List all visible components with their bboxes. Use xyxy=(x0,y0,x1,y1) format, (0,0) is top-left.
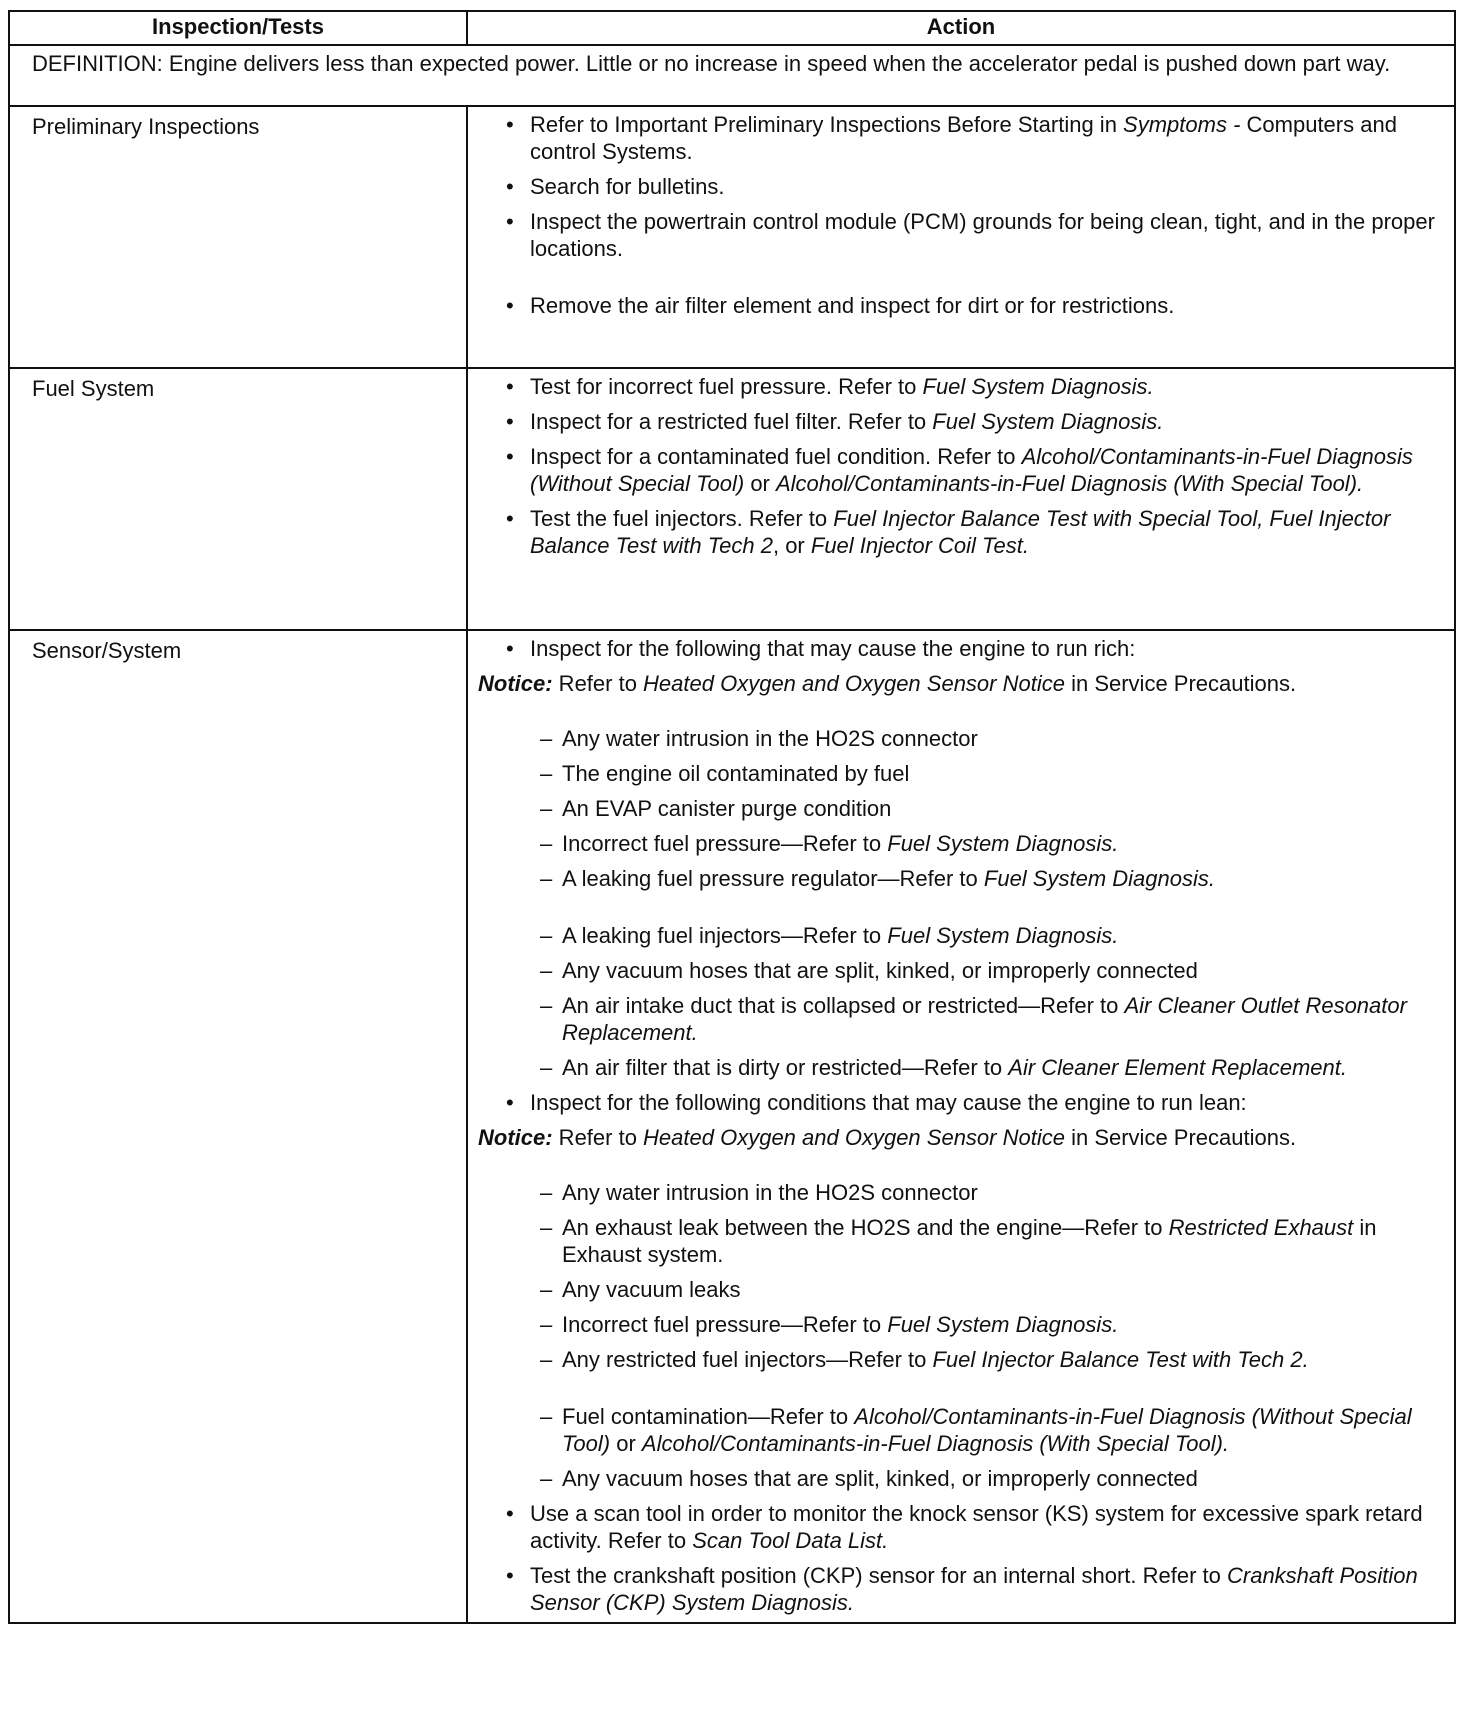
bullet-glyph: • xyxy=(506,112,514,137)
sub-item xyxy=(478,1179,1440,1206)
action-cell-sensor-system xyxy=(467,630,1455,1623)
action-item xyxy=(478,1562,1440,1616)
sub-item xyxy=(478,1465,1440,1492)
bullet-glyph: • xyxy=(506,506,514,531)
action-item xyxy=(478,208,1440,262)
dash-glyph: – xyxy=(540,1277,553,1302)
action-item xyxy=(478,111,1440,165)
reference-link: Fuel System Diagnosis. xyxy=(983,866,1215,891)
sub-item xyxy=(478,992,1440,1046)
bullet-glyph: • xyxy=(506,374,514,399)
notice-label: Notice: xyxy=(478,1125,553,1150)
action-text: Inspect the powertrain control module (PCM) grounds for being clean, tight, and in the proper locations. xyxy=(530,209,1435,261)
reference-link: Fuel Injector Coil Test. xyxy=(810,533,1029,558)
sub-item-text: An exhaust leak between the HO2S and the engine—Refer to xyxy=(562,1215,1169,1240)
dash-glyph: – xyxy=(540,923,553,948)
sub-item xyxy=(478,1346,1440,1373)
notice-text: Refer to xyxy=(552,671,644,696)
reference-link: Restricted Exhaust xyxy=(1168,1215,1354,1240)
action-text: Inspect for the following conditions that may cause the engine to run lean: xyxy=(530,1090,1247,1115)
action-item xyxy=(478,408,1440,435)
notice-text: in Service Precautions. xyxy=(1064,1125,1297,1150)
reference-link: Scan Tool Data List. xyxy=(692,1528,889,1553)
action-item xyxy=(478,443,1440,497)
action-text: Search for bulletins. xyxy=(530,174,725,199)
reference-link: Alcohol/Contaminants-in-Fuel Diagnosis (Without Special Tool) xyxy=(530,444,1413,496)
sub-item-text: Any water intrusion in the HO2S connector xyxy=(562,726,978,751)
reference-link: Air Cleaner Outlet Resonator Replacement. xyxy=(562,993,1407,1045)
bullet-glyph: • xyxy=(506,636,514,661)
bullet-glyph: • xyxy=(506,1563,514,1588)
action-text: Inspect for a contaminated fuel condition. Refer to xyxy=(530,444,1022,469)
bullet-glyph: • xyxy=(506,409,514,434)
column-header-inspection: Inspection/Tests xyxy=(9,11,467,45)
dash-glyph: – xyxy=(540,1404,553,1429)
table-row-preliminary xyxy=(9,106,1455,368)
action-text: Use a scan tool in order to monitor the knock sensor (KS) system for excessive spark retard activity. Refer to xyxy=(530,1501,1423,1553)
reference-link: Crankshaft Position Sensor (CKP) System Diagnosis. xyxy=(530,1563,1418,1615)
reference-link: Fuel Injector Balance Test with Tech 2. xyxy=(932,1347,1309,1372)
notice-text: Refer to xyxy=(552,1125,644,1150)
action-item xyxy=(478,1500,1440,1554)
action-text: Inspect for a restricted fuel filter. Refer to xyxy=(530,409,933,434)
bullet-glyph: • xyxy=(506,1090,514,1115)
action-item xyxy=(478,173,1440,200)
dash-glyph: – xyxy=(540,796,553,821)
action-item xyxy=(478,373,1440,400)
bullet-glyph: • xyxy=(506,174,514,199)
sub-item xyxy=(478,795,1440,822)
sub-item xyxy=(478,922,1440,949)
sub-item xyxy=(478,957,1440,984)
definition-text: DEFINITION: Engine delivers less than expected power. Little or no increase in speed when the accelerator pedal is pushed down part way. xyxy=(9,45,1455,106)
action-text: Test the crankshaft position (CKP) sensor for an internal short. Refer to xyxy=(530,1563,1227,1588)
sub-item xyxy=(478,1276,1440,1303)
sub-item-text: Any restricted fuel injectors—Refer to xyxy=(562,1347,933,1372)
action-text: Refer to Important Preliminary Inspections Before Starting in xyxy=(530,112,1124,137)
column-header-action: Action xyxy=(467,11,1455,45)
table-row-sensor-system xyxy=(9,630,1455,1623)
action-text: Computers and control Systems. xyxy=(530,112,1397,164)
action-item xyxy=(478,1089,1440,1116)
dash-glyph: – xyxy=(540,1466,553,1491)
sub-item xyxy=(478,1403,1440,1457)
sub-item-text: Any vacuum hoses that are split, kinked, or improperly connected xyxy=(562,958,1198,983)
sub-item-text: Any vacuum hoses that are split, kinked, or improperly connected xyxy=(562,1466,1198,1491)
action-text: Test the fuel injectors. Refer to xyxy=(530,506,834,531)
dash-glyph: – xyxy=(540,1055,553,1080)
action-cell-fuel-system xyxy=(467,368,1455,630)
action-text: , or xyxy=(772,533,811,558)
row-label-fuel-system: Fuel System xyxy=(9,368,467,630)
dash-glyph: – xyxy=(540,761,553,786)
sub-item xyxy=(478,1054,1440,1081)
dash-glyph: – xyxy=(540,726,553,751)
reference-link: Fuel System Diagnosis. xyxy=(932,409,1164,434)
sub-item-text: An EVAP canister purge condition xyxy=(562,796,892,821)
action-text: Test for incorrect fuel pressure. Refer to xyxy=(530,374,923,399)
sub-item-text: Any vacuum leaks xyxy=(562,1277,741,1302)
action-text: Inspect for the following that may cause the engine to run rich: xyxy=(530,636,1136,661)
bullet-glyph: • xyxy=(506,444,514,469)
notice-label: Notice: xyxy=(478,671,553,696)
sub-item xyxy=(478,830,1440,857)
reference-link: Fuel Injector Balance Test with Special Tool, Fuel Injector Balance Test with Tech 2 xyxy=(530,506,1391,558)
action-text: or xyxy=(744,471,776,496)
bullet-glyph: • xyxy=(506,1501,514,1526)
sub-item xyxy=(478,865,1440,892)
header-row xyxy=(9,11,1455,45)
sub-item-text: in Exhaust system. xyxy=(562,1215,1377,1267)
notice-rich xyxy=(478,670,1440,697)
notice-lean xyxy=(478,1124,1440,1151)
action-item xyxy=(478,292,1440,319)
sub-item xyxy=(478,760,1440,787)
sub-item xyxy=(478,1214,1440,1268)
reference-link: Fuel System Diagnosis. xyxy=(887,1312,1119,1337)
reference-link: Symptoms - xyxy=(1123,112,1241,137)
reference-link: Alcohol/Contaminants-in-Fuel Diagnosis (Without Special Tool) xyxy=(562,1404,1412,1456)
dash-glyph: – xyxy=(540,958,553,983)
bullet-glyph: • xyxy=(506,209,514,234)
reference-link: Fuel System Diagnosis. xyxy=(922,374,1154,399)
notice-text: in Service Precautions. xyxy=(1064,671,1297,696)
sub-item-text: The engine oil contaminated by fuel xyxy=(562,761,910,786)
dash-glyph: – xyxy=(540,1215,553,1240)
sub-item-text: Fuel contamination—Refer to xyxy=(562,1404,855,1429)
sub-item-text: or xyxy=(610,1431,642,1456)
reference-link: Alcohol/Contaminants-in-Fuel Diagnosis (With Special Tool). xyxy=(641,1431,1230,1456)
diagnostic-table xyxy=(8,10,1456,1624)
sub-item-text: Any water intrusion in the HO2S connector xyxy=(562,1180,978,1205)
reference-link: Alcohol/Contaminants-in-Fuel Diagnosis (With Special Tool). xyxy=(776,471,1364,496)
sub-item xyxy=(478,725,1440,752)
sub-item xyxy=(478,1311,1440,1338)
sub-item-text: A leaking fuel injectors—Refer to xyxy=(562,923,888,948)
sub-item-text: An air intake duct that is collapsed or restricted—Refer to xyxy=(562,993,1125,1018)
bullet-glyph: • xyxy=(506,293,514,318)
reference-link: Fuel System Diagnosis. xyxy=(887,831,1119,856)
action-item xyxy=(478,505,1440,559)
sub-item-text: Incorrect fuel pressure—Refer to xyxy=(562,1312,888,1337)
action-text: Remove the air filter element and inspect for dirt or for restrictions. xyxy=(530,293,1175,318)
sub-item-text: A leaking fuel pressure regulator—Refer to xyxy=(562,866,984,891)
row-label-preliminary: Preliminary Inspections xyxy=(9,106,467,368)
action-item xyxy=(478,635,1440,662)
dash-glyph: – xyxy=(540,831,553,856)
table-row-fuel-system xyxy=(9,368,1455,630)
reference-link: Fuel System Diagnosis. xyxy=(887,923,1119,948)
sub-item-text: An air filter that is dirty or restricted—Refer to xyxy=(562,1055,1009,1080)
row-label-sensor-system: Sensor/System xyxy=(9,630,467,1623)
dash-glyph: – xyxy=(540,1180,553,1205)
reference-link: Air Cleaner Element Replacement. xyxy=(1008,1055,1347,1080)
dash-glyph: – xyxy=(540,866,553,891)
dash-glyph: – xyxy=(540,993,553,1018)
dash-glyph: – xyxy=(540,1347,553,1372)
action-cell-preliminary xyxy=(467,106,1455,368)
reference-link: Heated Oxygen and Oxygen Sensor Notice xyxy=(643,671,1065,696)
dash-glyph: – xyxy=(540,1312,553,1337)
definition-row xyxy=(9,45,1455,106)
reference-link: Heated Oxygen and Oxygen Sensor Notice xyxy=(643,1125,1065,1150)
sub-item-text: Incorrect fuel pressure—Refer to xyxy=(562,831,888,856)
